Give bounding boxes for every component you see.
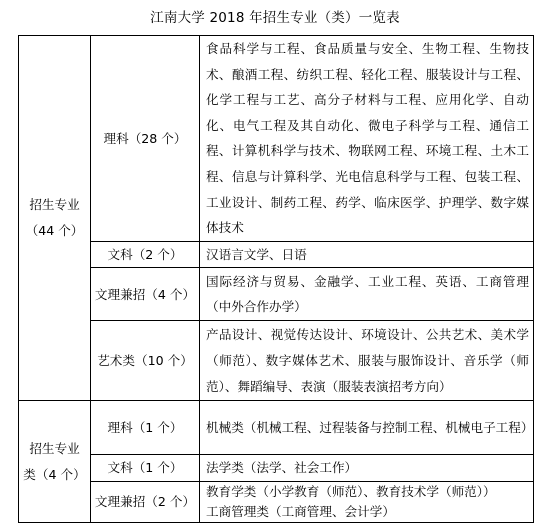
table-row [19, 268, 534, 321]
majors-line: 教育学类（小学教育（师范）、教育技术学（师范）） [206, 483, 496, 499]
subject-cell: 理科（1 个） [91, 401, 200, 455]
category-label-line: 招生专业 [29, 440, 80, 456]
majors-cell: 法学类（法学、社会工作） [200, 455, 534, 482]
majors-cell: 国际经济与贸易、金融学、工业工程、英语、工商管理（中外合作办学） [200, 268, 534, 321]
table-row [19, 455, 534, 482]
category-label-line: 招生专业 [29, 197, 80, 213]
table-row [19, 401, 534, 455]
subject-cell: 艺术类（10 个） [91, 321, 200, 401]
category-label-line: 类（4 个） [23, 466, 86, 482]
admissions-table [18, 35, 534, 523]
page-title: 江南大学 2018 年招生专业（类）一览表 [150, 10, 400, 26]
category-cell-undergrad-majors [19, 36, 91, 401]
subject-cell: 理科（28 个） [91, 36, 200, 242]
table-row [19, 321, 534, 401]
table-row [19, 241, 534, 268]
majors-cell: 食品科学与工程、食品质量与安全、生物工程、生物技术、酿酒工程、纺织工程、轻化工程、服装设计与工程、化学工程与工艺、高分子材料与工程、应用化学、自动化、电气工程及其自动化、微电子科学与工程、通信工程、计算机科学与技术、物联网工程、环境工程、土木工程、信息与计算科学、光电信息科学与工程、包装工程、工业设计、制药工程、药学、临床医学、护理学、数字媒体技术 [200, 36, 534, 242]
subject-cell: 文理兼招（2 个） [91, 481, 200, 522]
subject-cell: 文理兼招（4 个） [91, 268, 200, 321]
majors-line: 工商管理类（工商管理、会计学） [206, 503, 395, 519]
subject-cell: 文科（2 个） [91, 241, 200, 268]
category-cell-major-classes [19, 401, 91, 523]
category-label-line: （44 个） [25, 223, 84, 239]
majors-cell: 机械类（机械工程、过程装备与控制工程、机械电子工程） [200, 401, 534, 455]
majors-cell [200, 481, 534, 522]
majors-cell: 产品设计、视觉传达设计、环境设计、公共艺术、美术学（师范）、数字媒体艺术、服装与服饰设计、音乐学（师范）、舞蹈编导、表演（服装表演招考方向） [200, 321, 534, 401]
majors-cell: 汉语言文学、日语 [200, 241, 534, 268]
table-row [19, 36, 534, 242]
table-row [19, 481, 534, 522]
subject-cell: 文科（1 个） [91, 455, 200, 482]
